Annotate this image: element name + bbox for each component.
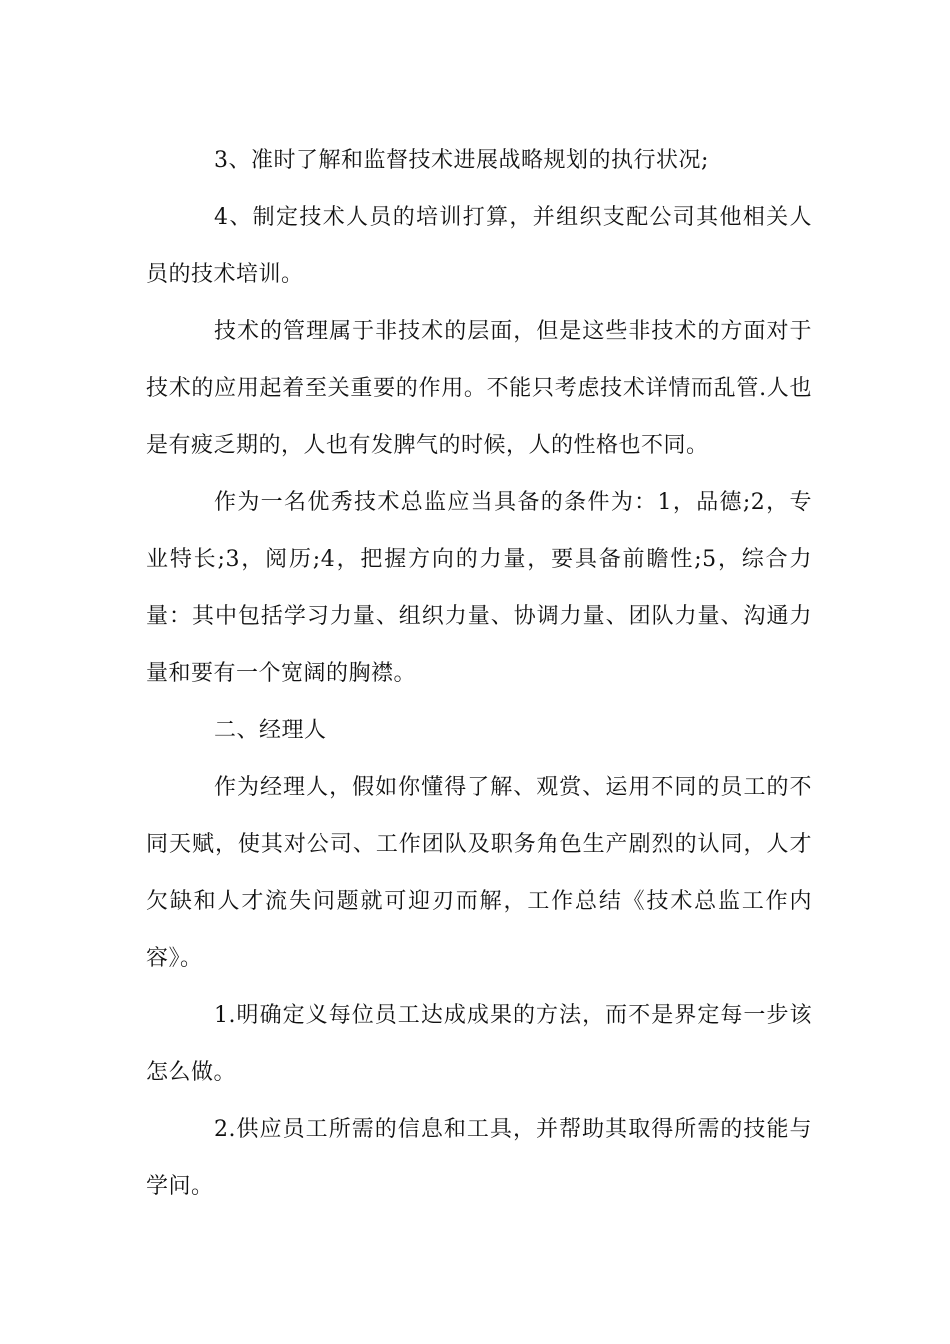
paragraph-director-qualities: 作为一名优秀技术总监应当具备的条件为：1，品德;2，专业特长;3，阅历;4，把握方向的力量，要具备前瞻性;5，综合力量：其中包括学习力量、组织力量、协调力量、团队力量、沟通力量和要有一个宽阔的胸襟。 <box>146 490 812 686</box>
paragraph-item-4-training: 4、制定技术人员的培训打算，并组织支配公司其他相关人员的技术培训。 <box>146 205 812 287</box>
paragraph-management: 技术的管理属于非技术的层面，但是这些非技术的方面对于技术的应用起着至关重要的作用。不能只考虑技术详情而乱管.人也是有疲乏期的，人也有发脾气的时候，人的性格也不同。 <box>146 319 812 458</box>
paragraph-item-3: 3、准时了解和监督技术进展战略规划的执行状况; <box>214 148 709 173</box>
document-body <box>146 132 812 1215</box>
paragraph-point-2: 2.供应员工所需的信息和工具，并帮助其取得所需的技能与学问。 <box>146 1117 812 1199</box>
section-heading-manager: 二、经理人 <box>214 718 327 743</box>
paragraph-point-1: 1.明确定义每位员工达成成果的方法，而不是界定每一步该怎么做。 <box>146 1003 812 1085</box>
paragraph-manager-intro: 作为经理人，假如你懂得了解、观赏、运用不同的员工的不同天赋，使其对公司、工作团队及职务角色生产剧烈的认同，人才欠缺和人才流失问题就可迎刃而解，工作总结《技术总监工作内容》。 <box>146 775 812 971</box>
